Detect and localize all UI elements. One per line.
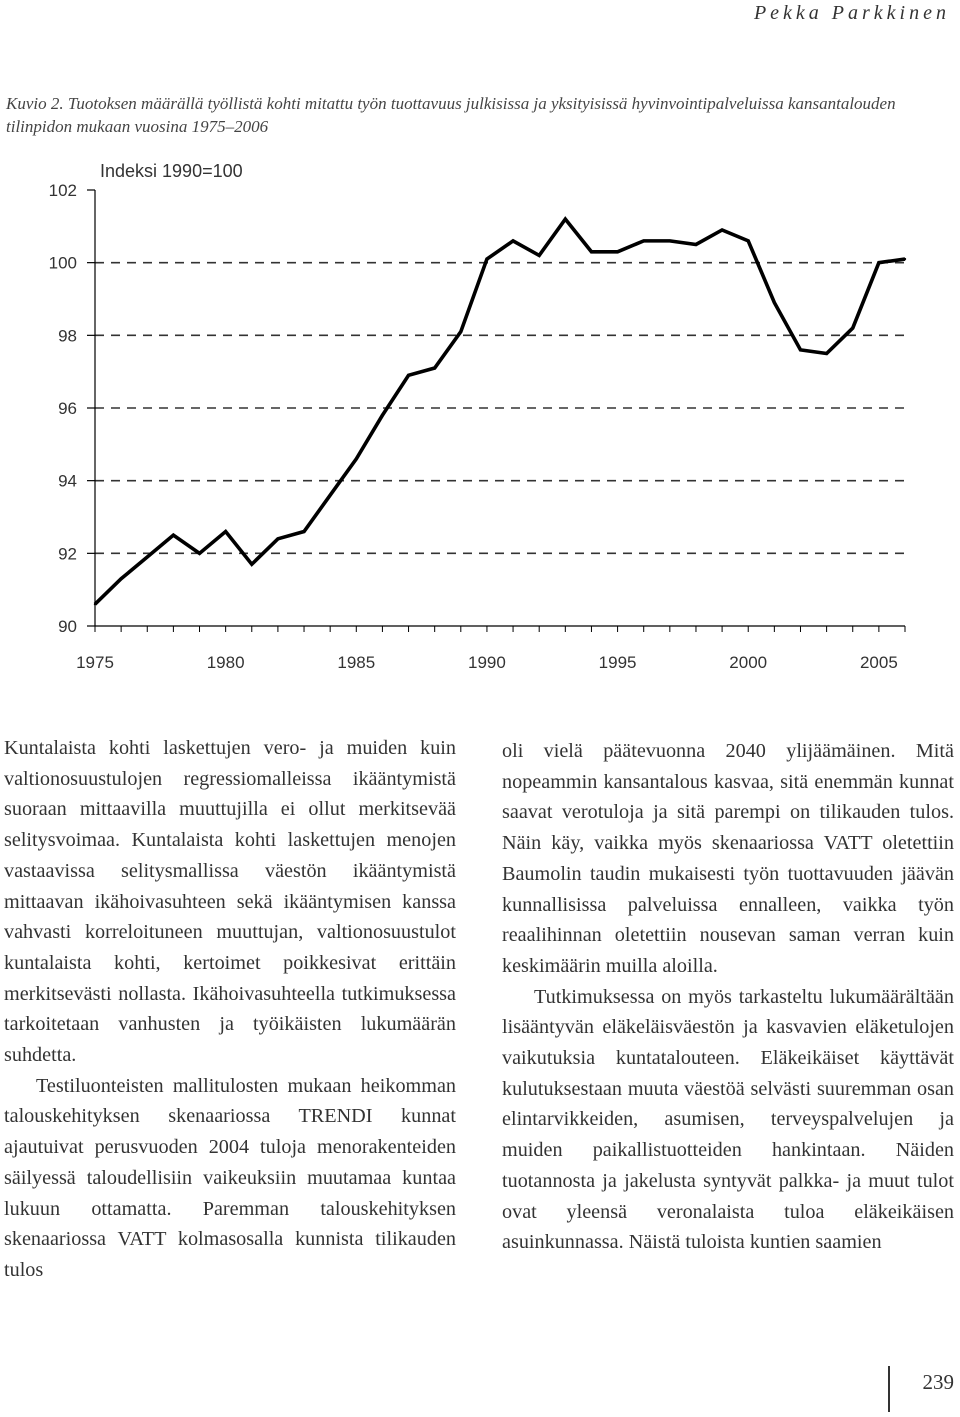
data-point-1979 — [198, 552, 200, 554]
y-tick-label-90: 90 — [58, 617, 77, 636]
chart-svg — [0, 160, 960, 690]
x-tick-label-1975: 1975 — [76, 653, 114, 672]
data-point-1978 — [172, 534, 174, 536]
data-point-2006 — [904, 258, 906, 260]
data-point-1982 — [277, 538, 279, 540]
right-paragraph-2: Tutkimuksessa on myös tarkasteltu lukumäärältään lisääntyvän eläkeläisväestön ja kasvavien eläketulojen vaikutuksia kuntatalouteen. Eläkeikäiset käyttävät kulutuksestaan muuta väestöä selvästi suuremman osan elintarvikkeiden, asumisen, terveyspalvelujen ja muiden paikallistuotteiden hankintaan. Näiden tuotannosta ja jakelusta syntyvät palkka- ja muut tulot ovat yleensä veronalaista tuloa eläkeikäisen asuinkunnassa. Näistä tuloista kuntien saamien — [502, 985, 954, 1254]
data-point-1976 — [120, 578, 122, 580]
y-tick-label-102: 102 — [48, 181, 77, 200]
figure-caption: Kuvio 2. Tuotoksen määrällä työllistä kohti mitattu työn tuottavuus julkisissa ja yksityisissä hyvinvointipalveluissa kansantalouden tilinpidon mukaan vuosina 1975–2006 — [6, 94, 896, 136]
data-point-1996 — [643, 240, 645, 242]
data-point-1987 — [407, 374, 409, 376]
data-point-1980 — [224, 530, 226, 532]
series-line-0 — [95, 219, 905, 604]
x-tick-label-1990: 1990 — [468, 653, 506, 672]
x-tick-label-1995: 1995 — [598, 653, 637, 672]
data-point-2001 — [773, 301, 775, 303]
data-point-1985 — [355, 458, 357, 460]
left-column — [4, 733, 456, 1286]
data-point-1993 — [564, 218, 566, 220]
right-paragraph-1: oli vielä päätevuonna 2040 ylijäämäinen. Mitä nopeammin kansantalous kasvaa, sitä enemmän kunnat saavat verotuloja ja sitä parempi on tilikauden tulos. Näin käy, vaikka myös skenaariossa VATT oletettiin Baumolin taudin mukaisesti työn tuottavuuden jäävän kunnallisissa palveluissa ennalleen, vaikka työn reaalihinnan oletettiin nousevan saman verran kuin keskimäärin muilla aloilla. — [502, 740, 954, 977]
data-point-1988 — [433, 367, 435, 369]
running-head: Pekka Parkkinen — [753, 2, 950, 24]
y-tick-label-100: 100 — [48, 253, 77, 273]
data-point-1981 — [251, 563, 253, 565]
data-point-1984 — [329, 494, 331, 496]
y-tick-label-96: 96 — [58, 399, 77, 418]
right-column — [502, 736, 954, 1258]
x-tick-label-1980: 1980 — [206, 653, 245, 672]
data-point-1990 — [486, 258, 488, 260]
data-point-2003 — [825, 352, 827, 354]
data-point-1983 — [303, 530, 305, 532]
data-point-2004 — [852, 327, 854, 329]
x-tick-label-2000: 2000 — [729, 653, 768, 672]
data-point-1999 — [721, 229, 723, 231]
data-point-1977 — [146, 556, 148, 558]
data-point-1997 — [669, 240, 671, 242]
y-tick-label-92: 92 — [58, 544, 77, 564]
data-point-1991 — [512, 240, 514, 242]
data-point-1994 — [590, 251, 592, 253]
data-point-2005 — [878, 261, 880, 263]
page-number: 239 — [922, 1370, 954, 1394]
left-paragraph-1: Kuntalaista kohti laskettujen vero- ja muiden kuin valtionosuustulojen regressiomalleissa ikääntymistä suoraan mittaavilla muuttujilla ei ollut merkitsevää selitysvoimaa. Kuntalaista kohti laskettujen menojen vastaavissa selitysmallissa väestön ikääntymistä mittaavan ikähoivasuhteen sekä ikääntymisen kanssa vahvasti korreloituneen muuttujan, valtionosuustulot kuntalaista kohti, kertoimet poikkesivat erittäin merkitsevästi nollasta. Ikähoivasuhteella tutkimuksessa tarkoitetaan vanhusten ja työikäisten lukumäärän suhdetta. — [4, 737, 456, 1067]
data-point-2002 — [799, 349, 801, 351]
left-paragraph-2: Testiluonteisten mallitulosten mukaan heikomman talouskehityksen skenaariossa TRENDI kunnat ajautuivat perusvuoden 2004 tuloja menorakenteiden säilyessä taloudellisiin vaikeuksiin muutamaa kuntaa lukuun ottamatta. Paremman talouskehityksen skenaariossa VATT kolmasosalla kunnista tilikauden tulos — [4, 1074, 456, 1281]
productivity-line-chart — [0, 160, 960, 690]
x-tick-label-1985: 1985 — [337, 653, 376, 672]
data-point-1989 — [460, 331, 462, 333]
footer-rule — [888, 1366, 890, 1412]
y-axis-title: Indeksi 1990=100 — [100, 161, 243, 181]
data-point-2000 — [747, 240, 749, 242]
y-tick-label-98: 98 — [58, 326, 77, 346]
data-point-1986 — [381, 414, 383, 416]
data-point-1998 — [695, 243, 697, 245]
data-point-1992 — [538, 254, 540, 256]
y-tick-label-94: 94 — [58, 471, 77, 491]
data-point-1975 — [94, 603, 96, 605]
data-point-1995 — [616, 251, 618, 253]
x-tick-label-2005: 2005 — [859, 653, 898, 672]
